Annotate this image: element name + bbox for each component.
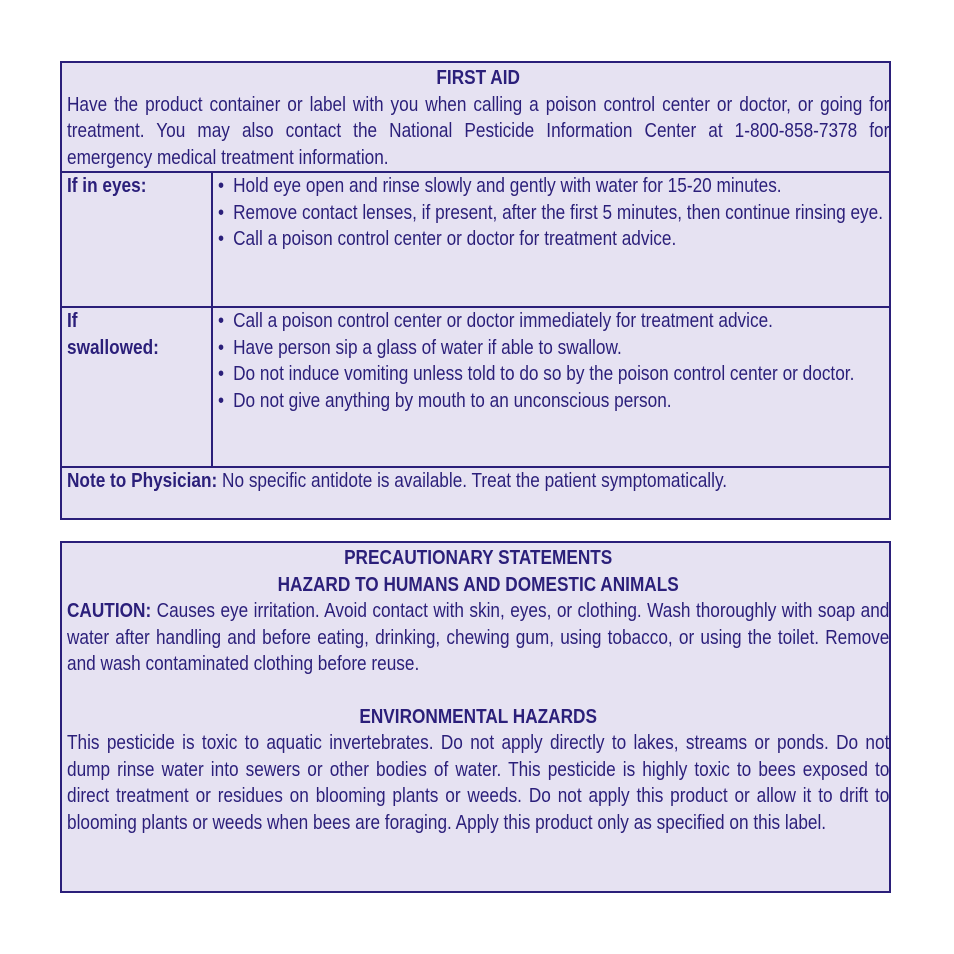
bullet-icon: •: [218, 309, 225, 332]
swallowed-label-line2: swallowed:: [67, 335, 159, 359]
list-item: [218, 200, 890, 227]
precautionary-content: [62, 543, 889, 836]
note-to-physician: [67, 468, 889, 495]
environmental-hazards-title: ENVIRONMENTAL HAZARDS: [359, 704, 597, 728]
eyes-row: [62, 171, 889, 306]
caution-paragraph: [67, 598, 889, 678]
eyes-bullet-3: Call a poison control center or doctor for treatment advice.: [233, 227, 677, 250]
caution-text: Causes eye irritation. Avoid contact with skin, eyes, or clothing. Wash thoroughly with soap and water after handling and before eating, drinking, chewing gum, using tobacco, or using the toilet. Remove and wash contaminated clothing before reuse.: [67, 599, 890, 675]
bullet-icon: •: [218, 388, 225, 412]
list-item: [218, 226, 890, 253]
swallowed-bullet-2: Have person sip a glass of water if able to swallow.: [233, 335, 622, 359]
list-item: [218, 361, 890, 388]
bullet-icon: •: [218, 200, 225, 224]
bullet-icon: •: [218, 174, 225, 197]
swallowed-bullet-3: Do not induce vomiting unless told to do so by the poison control center or doctor.: [233, 362, 855, 385]
eyes-bullet-1: Hold eye open and rinse slowly and gently with water for 15-20 minutes.: [233, 174, 782, 197]
environmental-hazards-text: This pesticide is toxic to aquatic invertebrates. Do not apply directly to lakes, streams or ponds. Do not dump rinse water into sewers or other bodies of water. This pesticide is highly toxic to bees exposed to direct treatment or residues on blooming plants or weeds. Do not apply this product or allow it to drift to blooming plants or weeds when bees are foraging. Apply this product only as specified on this label.: [67, 731, 890, 834]
eyes-content-cell: [213, 173, 954, 306]
note-to-physician-row: [62, 466, 889, 495]
list-item: [218, 388, 890, 415]
eyes-label-cell: [62, 173, 213, 306]
swallowed-content-cell: [213, 308, 954, 466]
bullet-icon: •: [218, 227, 225, 250]
note-text: No specific antidote is available. Treat the patient symptomatically.: [222, 469, 728, 492]
first-aid-intro-section: [62, 63, 889, 171]
caution-label: CAUTION:: [67, 599, 152, 622]
list-item: [218, 173, 890, 200]
swallowed-label-line1: If: [67, 309, 78, 332]
list-item: [218, 335, 890, 362]
precautionary-panel: [60, 541, 891, 893]
eyes-label: If in eyes:: [67, 174, 147, 197]
note-label: Note to Physician:: [67, 469, 218, 492]
precautionary-title: PRECAUTIONARY STATEMENTS: [344, 546, 613, 569]
bullet-icon: •: [218, 362, 225, 385]
first-aid-panel: [60, 61, 891, 520]
swallowed-bullet-4: Do not give anything by mouth to an unconscious person.: [233, 388, 672, 412]
swallowed-bullet-list: [218, 308, 890, 414]
hazard-humans-title: HAZARD TO HUMANS AND DOMESTIC ANIMALS: [277, 572, 679, 596]
swallowed-bullet-1: Call a poison control center or doctor immediately for treatment advice.: [233, 309, 773, 332]
section-spacer: [67, 678, 884, 704]
swallowed-row: [62, 306, 889, 466]
first-aid-title: FIRST AID: [436, 66, 520, 89]
first-aid-intro-text: Have the product container or label with you when calling a poison control center or doctor, or going for treatment. You may also contact the National Pesticide Information Center at 1-800-858-7378 for emergency medical treatment information.: [67, 92, 890, 169]
bullet-icon: •: [218, 335, 225, 359]
eyes-bullet-2: Remove contact lenses, if present, after the first 5 minutes, then continue rinsing eye.: [233, 200, 884, 224]
eyes-bullet-list: [218, 173, 890, 253]
list-item: [218, 308, 890, 335]
swallowed-label-cell: [62, 308, 213, 466]
